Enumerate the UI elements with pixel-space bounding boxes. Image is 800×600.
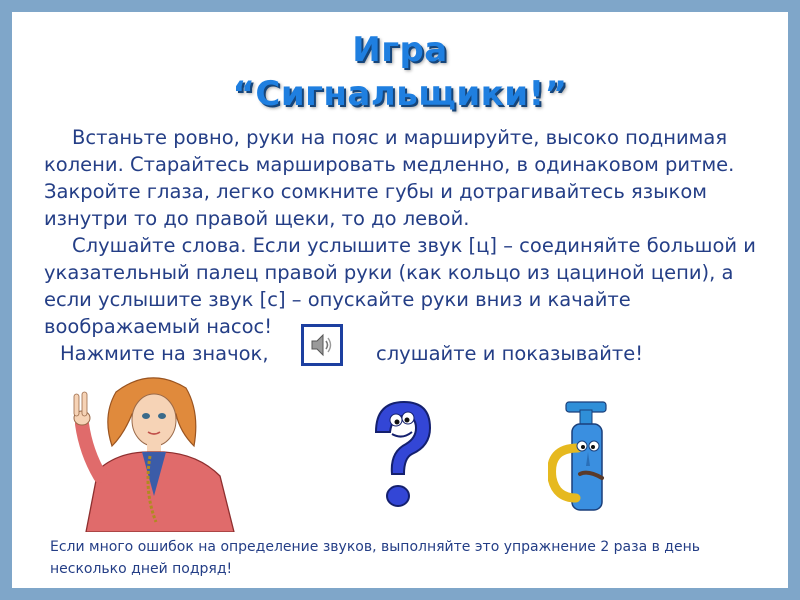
title-line-2: “Сигнальщики!” (232, 74, 568, 114)
press-instruction (44, 340, 774, 367)
girl-illustration (58, 372, 258, 532)
instruction-paragraph-1: Встаньте ровно, руки на пояс и маршируйте, высоко поднимая колени. Старайтесь маршировать медленно, в одинаковом ритме. Закройте глаза, легко сомкните губы и дотрагивайтесь языком изнутри то до правой щеки, то до левой. (44, 126, 735, 230)
slide (12, 12, 788, 588)
footer-note (50, 536, 770, 580)
speaker-icon (309, 332, 335, 358)
title-line-1: Игра (352, 30, 448, 70)
question-mark-illustration (362, 392, 442, 522)
instructions (44, 124, 774, 367)
press-suffix: слушайте и показывайте! (376, 342, 644, 365)
pump-character-illustration (548, 398, 628, 518)
slide-title (12, 28, 788, 116)
sound-button[interactable] (301, 324, 343, 366)
instruction-paragraph-2: Слушайте слова. Если услышите звук [ц] – соединяйте большой и указательный палец правой руки (как кольцо из цациной цепи), а если услышите звук [с] – опускайте руки вниз и качайте воображаемый насос! (44, 234, 756, 338)
footer-note-text: Если много ошибок на определение звуков, выполняйте это упражнение 2 раза в день несколько дней подряд! (50, 539, 701, 577)
press-prefix: Нажмите на значок, (60, 342, 269, 365)
